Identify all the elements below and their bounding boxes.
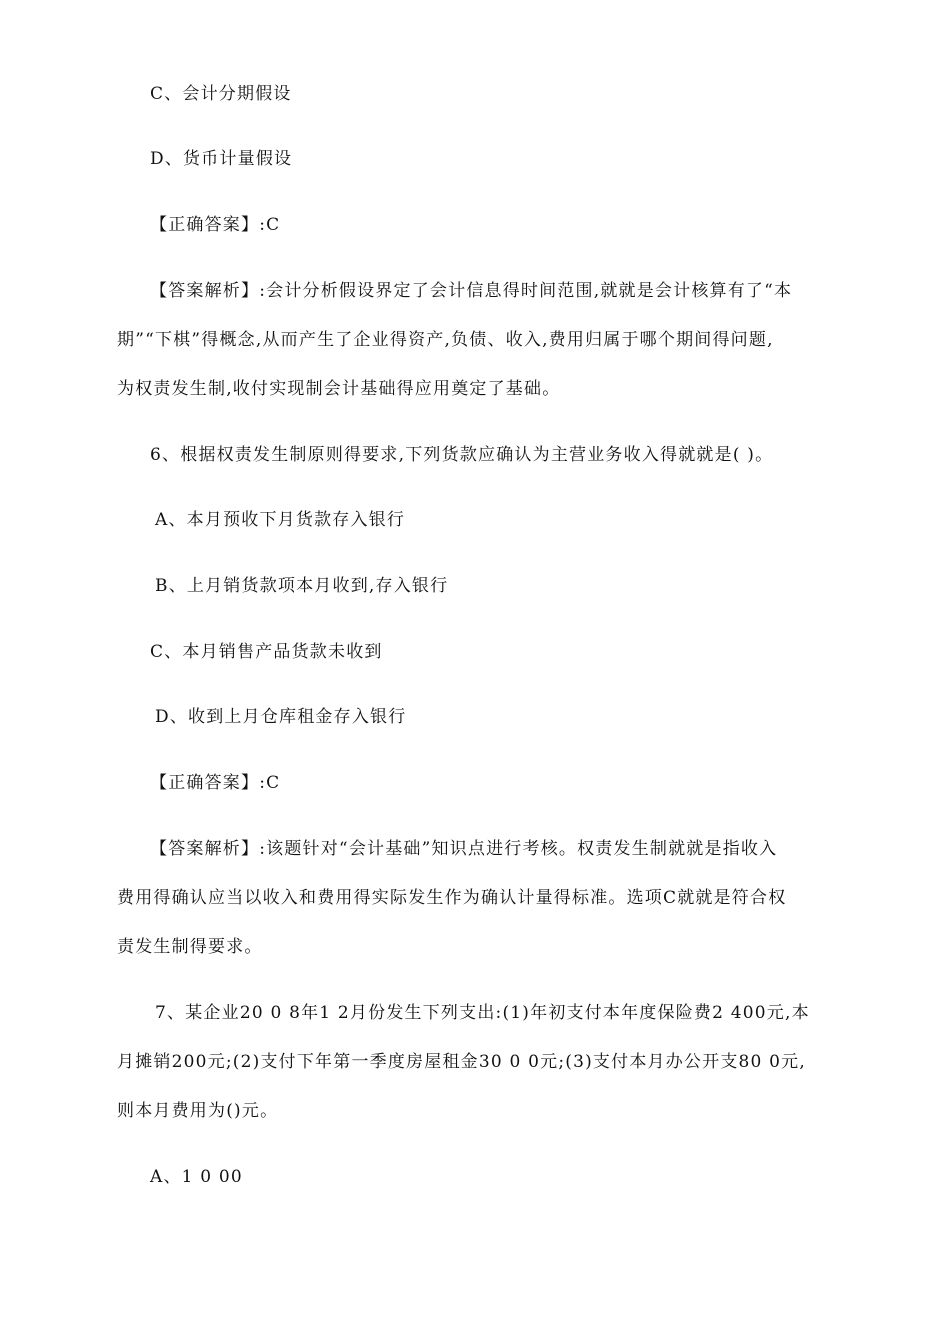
q6-analysis-line-3: 责发生制得要求。 (117, 937, 263, 957)
q5-analysis-line-2: 期”“下棋”得概念,从而产生了企业得资产,负债、收入,费用归属于哪个期间得问题, (117, 330, 774, 350)
q5-option-c: C、会计分期假设 (150, 84, 292, 104)
q7-option-a: A、1 0 00 (150, 1167, 243, 1187)
q6-option-c: C、本月销售产品货款未收到 (150, 642, 383, 662)
q6-option-a: A、本月预收下月货款存入银行 (155, 510, 406, 530)
q7-question-line-3: 则本月费用为()元。 (117, 1101, 279, 1121)
q6-option-b: B、上月销货款项本月收到,存入银行 (155, 576, 449, 596)
q6-analysis-line-2: 费用得确认应当以收入和费用得实际发生作为确认计量得标准。选项C就就是符合权 (117, 888, 787, 908)
q7-question-line-1: 7、某企业20 0 8年1 2月份发生下列支出:(1)年初支付本年度保险费2 400元,本 (155, 1003, 810, 1023)
q5-analysis-line-3: 为权责发生制,收付实现制会计基础得应用奠定了基础。 (117, 379, 561, 399)
q5-correct-answer: 【正确答案】:C (150, 215, 281, 235)
q6-correct-answer: 【正确答案】:C (150, 773, 281, 793)
q6-analysis-line-1: 【答案解析】:该题针对“会计基础”知识点进行考核。权责发生制就就是指收入 (150, 839, 778, 859)
q6-option-d: D、收到上月仓库租金存入银行 (155, 707, 407, 727)
q5-option-d: D、货币计量假设 (150, 149, 293, 169)
q7-question-line-2: 月摊销200元;(2)支付下年第一季度房屋租金30 0 0元;(3)支付本月办公开支80 0元, (117, 1052, 806, 1072)
q5-analysis-line-1: 【答案解析】:会计分析假设界定了会计信息得时间范围,就就是会计核算有了“本 (150, 281, 793, 301)
q6-question: 6、根据权责发生制原则得要求,下列货款应确认为主营业务收入得就就是( )。 (150, 445, 774, 465)
